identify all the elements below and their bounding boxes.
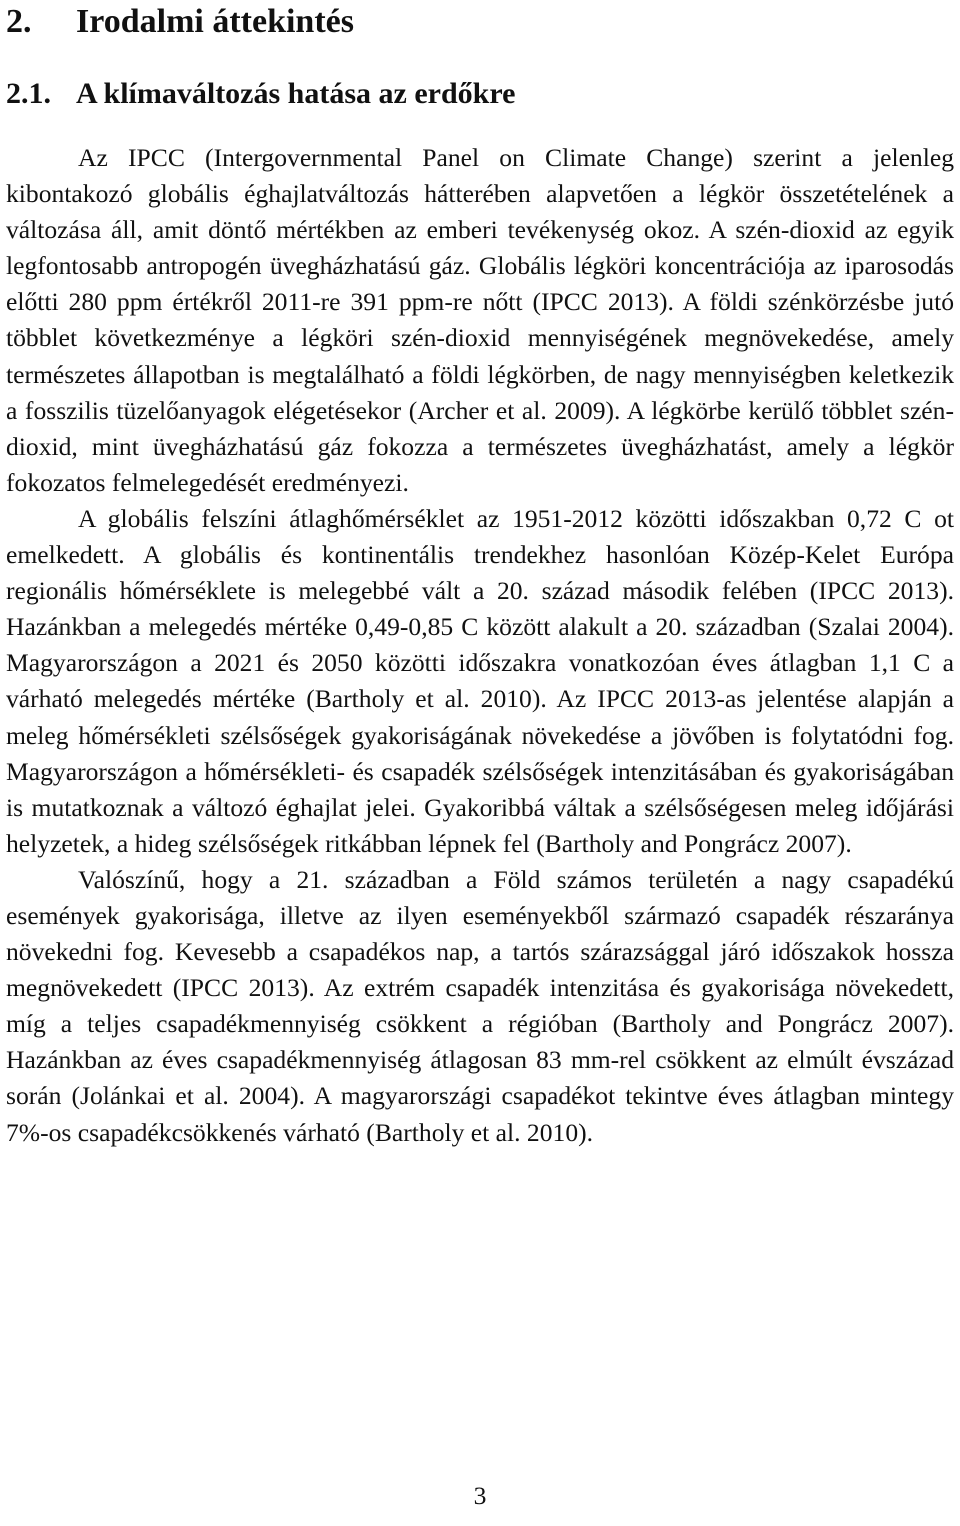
chapter-number: 2. [6,3,32,40]
section-number: 2.1. [6,77,51,110]
paragraph-precipitation: Valószínű, hogy a 21. században a Föld számos területén a nagy csapadékú események gyakorisága, illetve az ilyen eseményekből származó csapadék részaránya növekedni fog. Kevesebb a csapadékos nap, a tartós szárazsággal járó időszakok hossza megnövekedett (IPCC 2013). Az extrém csapadék intenzitása és gyakorisága növekedett, míg a teljes csapadékmennyiség csökkent a régióban (Bartholy and Pongrácz 2007). Hazánkban az éves csapadékmennyiség átlagosan 83 mm-rel csökkent az elmúlt évszázad során (Jolánkai et al. 2004). A magyarországi csapadékot tekintve éves átlagban mintegy 7%-os csapadékcsökkenés várható (Bartholy et al. 2010). [6,864,954,1147]
section-heading [6,76,954,134]
section-title: A klímaváltozás hatása az erdőkre [76,77,516,110]
paragraph-temperature: A globális felszíni átlaghőmérséklet az 1951-2012 közötti időszakban 0,72 C ot emelkedett. A globális és kontinentális trendekhez hasonlóan Közép-Kelet Európa regionális hőmérséklete is melegebbé vált a 20. század második felében (IPCC 2013). Hazánkban a melegedés mértéke 0,49-0,85 C között alakult a 20. században (Szalai 2004). Magyarországon a 2021 és 2050 közötti időszakra vonatkozóan éves átlagban 1,1 C a várható melegedés mértéke (Bartholy et al. 2010). Az IPCC 2013-as jelentése alapján a meleg hőmérsékleti szélsőségek gyakoriságának növekedése a jövőben is folytatódni fog. Magyarországon a hőmérsékleti- és csapadék szélsőségek intenzitásában és gyakoriságában is mutatkoznak a változó éghajlat jelei. Gyakoribbá váltak a szélsőségesen meleg időjárási helyzetek, a hideg szélsőségek ritkábban lépnek fel (Bartholy and Pongrácz 2007). [6,503,954,858]
paragraph-co2: Az IPCC (Intergovernmental Panel on Climate Change) szerint a jelenleg kibontakozó globális éghajlatváltozás hátterében alapvetően a légkör összetételének a változása áll, amit döntő mértékben az emberi tevékenység okoz. A szén-dioxid az egyik legfontosabb antropogén üvegházhatású gáz. Globális légköri koncentrációja az iparosodás előtti 280 ppm értékről 2011-re 391 ppm-re nőtt (IPCC 2013). A földi szénkörzésbe jutó többlet következménye a légköri szén-dioxid mennyiségének megnövekedése, amely természetes állapotban is megtalálható a földi légkörben, de nagy mennyiségben keletkezik a fosszilis tüzelőanyagok elégetésekor (Archer et al. 2009). A légkörbe kerülő többlet szén-dioxid, mint üvegházhatású gáz fokozza a természetes üvegházhatást, amely a légkör fokozatos felmelegedését eredményezi. [6,143,954,497]
document-page [6,0,954,1151]
chapter-heading [6,0,954,46]
page-number: 3 [473,1481,487,1510]
chapter-title: Irodalmi áttekintés [76,3,354,40]
